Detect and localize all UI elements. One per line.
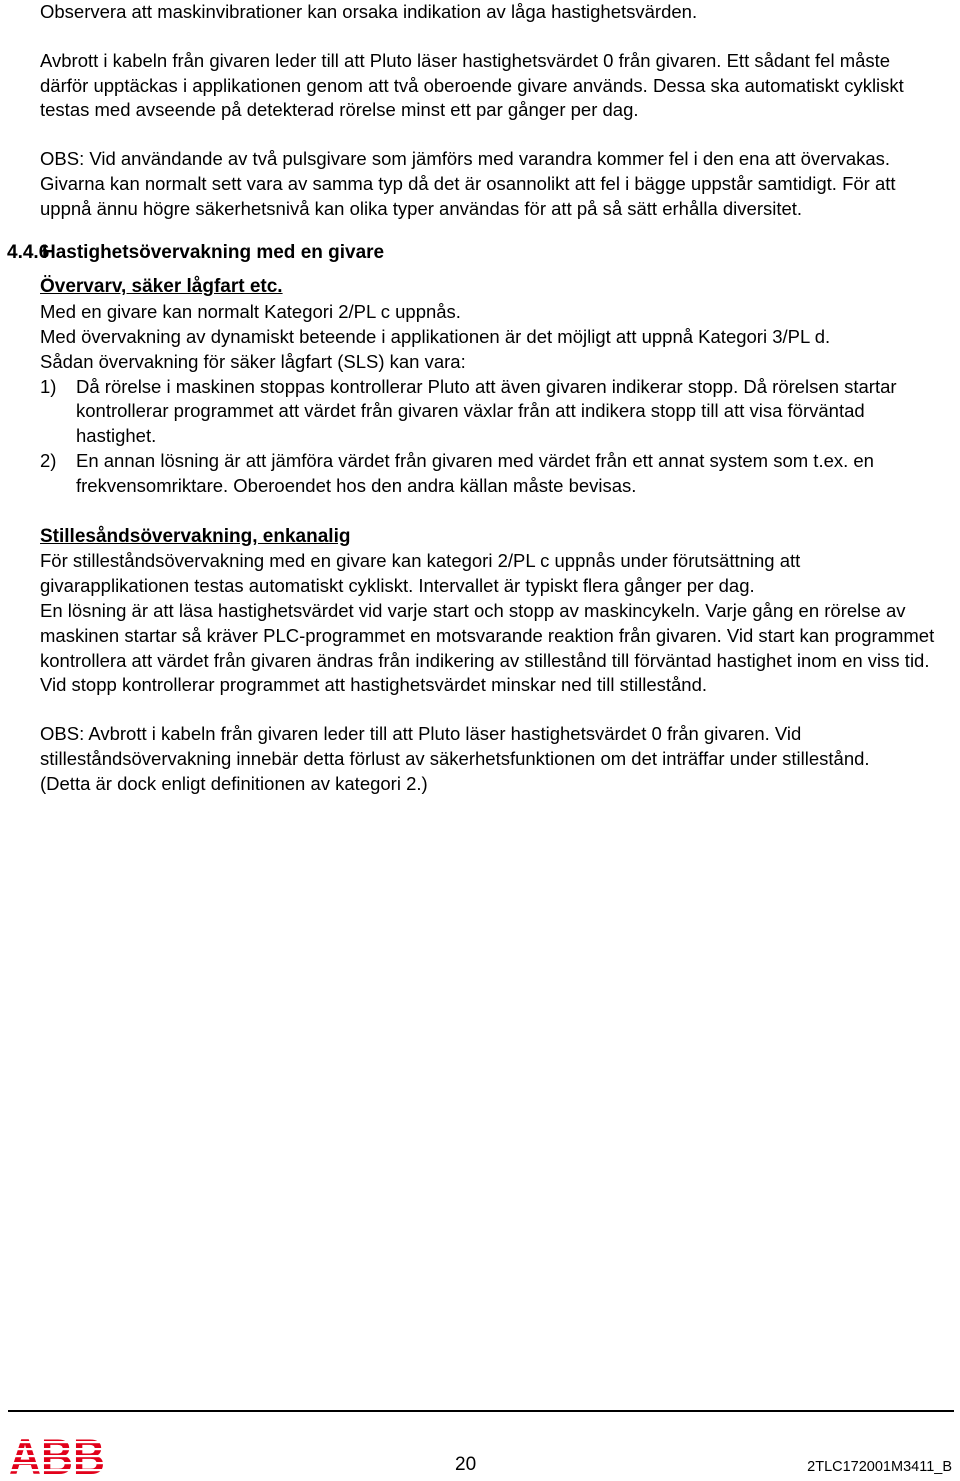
document-body	[7, 0, 940, 797]
subheading-overspeed: Övervarv, säker lågfart etc.	[40, 276, 283, 298]
list-item	[40, 449, 940, 499]
paragraph-cable-break: Avbrott i kabeln från givaren leder till att Pluto läser hastighetsvärdet 0 från givaren. Ett sådant fel måste därför upptäckas i applikationen genom att två oberoende givare används. Dessa ska automatiskt cykliskt testas med avseende på detekterad rörelse minst ett par gånger per dag.	[40, 49, 904, 121]
paragraph-obs-cable-break: OBS: Avbrott i kabeln från givaren leder till att Pluto läser hastighetsvärdet 0 från givaren. Vid stilleståndsövervakning innebär detta förlust av säkerhetsfunktionen om det inträffar under stillestånd.	[40, 723, 870, 769]
paragraph-standstill-solution: En lösning är att läsa hastighetsvärdet vid varje start och stopp av maskincykeln. Varje gång en rörelse av maskinen startar så kräver PLC-programmet en motsvarande reaktion från givaren. Vid start kan programmet kontrollera att värdet från givaren ändras från indikering av stillestånd till förväntad hastighet inom en viss tid. Vid stopp kontrollerar programmet att hastighetsvärdet minskar ned till stillestånd.	[40, 599, 935, 696]
list-marker: 2)	[40, 449, 57, 471]
footer-divider	[8, 1410, 954, 1412]
list-item-text: En annan lösning är att jämföra värdet från givaren med värdet från ett annat system som t.ex. en frekvensomriktare. Oberoendet hos den andra källan måste bevisas.	[76, 449, 874, 496]
paragraph-obs-dual-encoders: OBS: Vid användande av två pulsgivare som jämförs med varandra kommer fel i den ena att övervakas. Givarna kan normalt sett vara av samma typ då det är osannolikt att fel i bägge uppstår samtidigt. För att uppnå ännu högre säkerhetsnivå kan olika typer användas för att på så sätt erhålla diversitet.	[40, 148, 896, 219]
list-item-text: Då rörelse i maskinen stoppas kontrollerar Pluto att även givaren indikerar stopp. Då rörelsen startar kontrollerar programmet att värdet från givaren växlar från att indikera stopp till att visa förväntad hastighet.	[76, 375, 897, 447]
paragraph-single-encoder-category: Med en givare kan normalt Kategori 2/PL c uppnås.	[40, 301, 461, 323]
paragraph-standstill-category: För stilleståndsövervakning med en givare kan kategori 2/PL c uppnås under förutsättning att givarapplikationen testas automatiskt cykliskt. Intervallet är typiskt flera gånger per dag.	[40, 550, 801, 597]
paragraph-category-note: (Detta är dock enligt definitionen av kategori 2.)	[40, 772, 428, 794]
list-marker: 1)	[40, 375, 57, 397]
subheading-standstill: Stillesåndsövervakning, enkanalig	[40, 525, 351, 547]
section-number: 4.4.6	[7, 241, 50, 263]
section-title: Hastighetsövervakning med en givare	[42, 241, 385, 263]
list-item	[40, 375, 940, 449]
document-id: 2TLC172001M3411_B	[807, 1459, 952, 1475]
section-heading	[7, 241, 907, 266]
paragraph-dynamic-monitoring: Med övervakning av dynamiskt beteende i applikationen är det möjligt att uppnå Kategori 3/PL d.	[40, 325, 831, 347]
paragraph-vibration-note: Observera att maskinvibrationer kan orsaka indikation av låga hastighetsvärden.	[40, 1, 698, 22]
abb-logo	[8, 1433, 106, 1477]
page-number: 20	[455, 1454, 477, 1475]
paragraph-sls-intro: Sådan övervakning för säker lågfart (SLS) kan vara:	[40, 350, 466, 372]
